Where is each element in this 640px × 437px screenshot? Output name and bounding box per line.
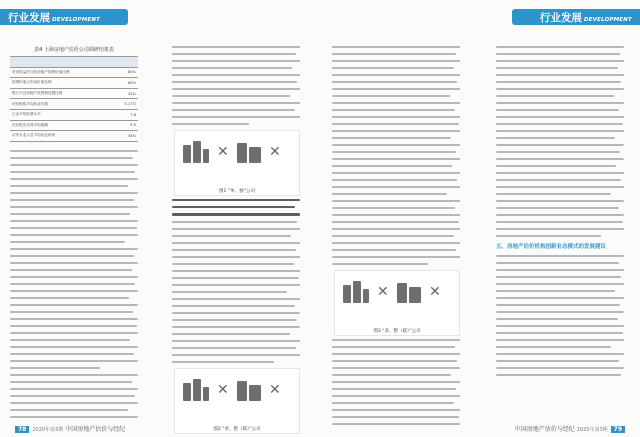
left-header-title: 行业发展: [8, 12, 50, 24]
figure-2-caption: 图2 “单、整（联）”公司: [213, 426, 261, 432]
body-text-block: [496, 46, 624, 237]
table-cell: 5.17年: [104, 99, 138, 110]
survey-table: [10, 56, 138, 142]
right-column-1: [332, 46, 460, 430]
left-footer: [12, 424, 125, 433]
building-icon: [181, 377, 211, 403]
right-column-2: [496, 46, 624, 381]
right-header-title: 行业发展: [539, 12, 582, 24]
table-cell: 34%: [104, 131, 138, 142]
table-row: [10, 57, 138, 68]
table-cell: 抵押价值占市场价值比例: [10, 78, 104, 89]
table-cell: 9.5: [104, 120, 138, 131]
body-text-block: [332, 339, 460, 425]
building-icon: [235, 377, 265, 403]
table-cell: 32%: [104, 88, 138, 99]
table-row: [10, 131, 138, 142]
table-title: 表4 上海房地产估价公司调研结果表: [34, 47, 114, 53]
cross-icon: ✕: [429, 284, 441, 300]
figure-1-caption: 图1 “单、独”公司: [219, 189, 255, 194]
left-footer-issue: 2020年第3期: [32, 427, 64, 433]
left-column-1: [10, 46, 138, 423]
right-page-number: 79: [611, 426, 625, 433]
building-icon: [341, 279, 371, 305]
right-page: [320, 0, 640, 437]
body-text-block: [332, 46, 460, 265]
table-row: [10, 67, 138, 78]
figure-3: [334, 270, 460, 336]
building-icon: [181, 139, 211, 165]
table-cell: [104, 57, 138, 68]
table-cell: [10, 57, 104, 68]
table-cell: 行业平均收费水平: [10, 109, 104, 120]
right-header-subtitle: DEVELOPMENT: [583, 17, 632, 23]
cross-icon: ✕: [269, 144, 281, 160]
left-footer-magazine: 中国房地产估价与经纪: [65, 426, 126, 433]
body-text-block: [172, 46, 300, 125]
table-row: [10, 109, 138, 120]
right-footer-issue: 2020年第3期: [576, 427, 608, 433]
left-page-number: 78: [15, 426, 29, 433]
figure-2: [174, 368, 300, 434]
table-cell: 采用收益法评估房地产抵押价值比例: [10, 67, 104, 78]
table-cell: 估价机构平均执业年限: [10, 99, 104, 110]
building-icon: [235, 139, 265, 165]
table-cell: 7.8: [104, 109, 138, 120]
body-text-block: [172, 199, 300, 363]
right-header-band: [512, 9, 640, 25]
right-footer-magazine: 中国房地产估价与经纪: [514, 426, 575, 433]
right-footer: [515, 424, 628, 433]
table-row: [10, 88, 138, 99]
cross-icon: ✕: [269, 381, 281, 398]
table-row: [10, 120, 138, 131]
left-column-2: [172, 46, 300, 437]
table-cell: 银行不良房地产抵押物处置比例: [10, 88, 104, 99]
section-heading: 五、房地产估价机构创新业态模式的发展建议: [496, 244, 607, 250]
cross-icon: ✕: [217, 381, 229, 398]
table-cell: 评估专业人员平均从业时间: [10, 131, 104, 142]
figure-3-caption: 图3 “多、整（联）”公司: [373, 329, 421, 334]
body-text-block: [496, 255, 624, 376]
figure-1: [174, 130, 300, 196]
table-cell: 80%: [104, 67, 138, 78]
cross-icon: ✕: [377, 284, 389, 300]
table-cell: 60%: [104, 78, 138, 89]
table-row: [10, 99, 138, 110]
left-header-band: [0, 9, 128, 25]
table-cell: 估价报告出具平均周期: [10, 120, 104, 131]
building-icon: [395, 279, 425, 305]
table-row: [10, 78, 138, 89]
body-text-block: [10, 150, 138, 418]
left-header-subtitle: DEVELOPMENT: [52, 17, 101, 23]
cross-icon: ✕: [217, 144, 229, 160]
